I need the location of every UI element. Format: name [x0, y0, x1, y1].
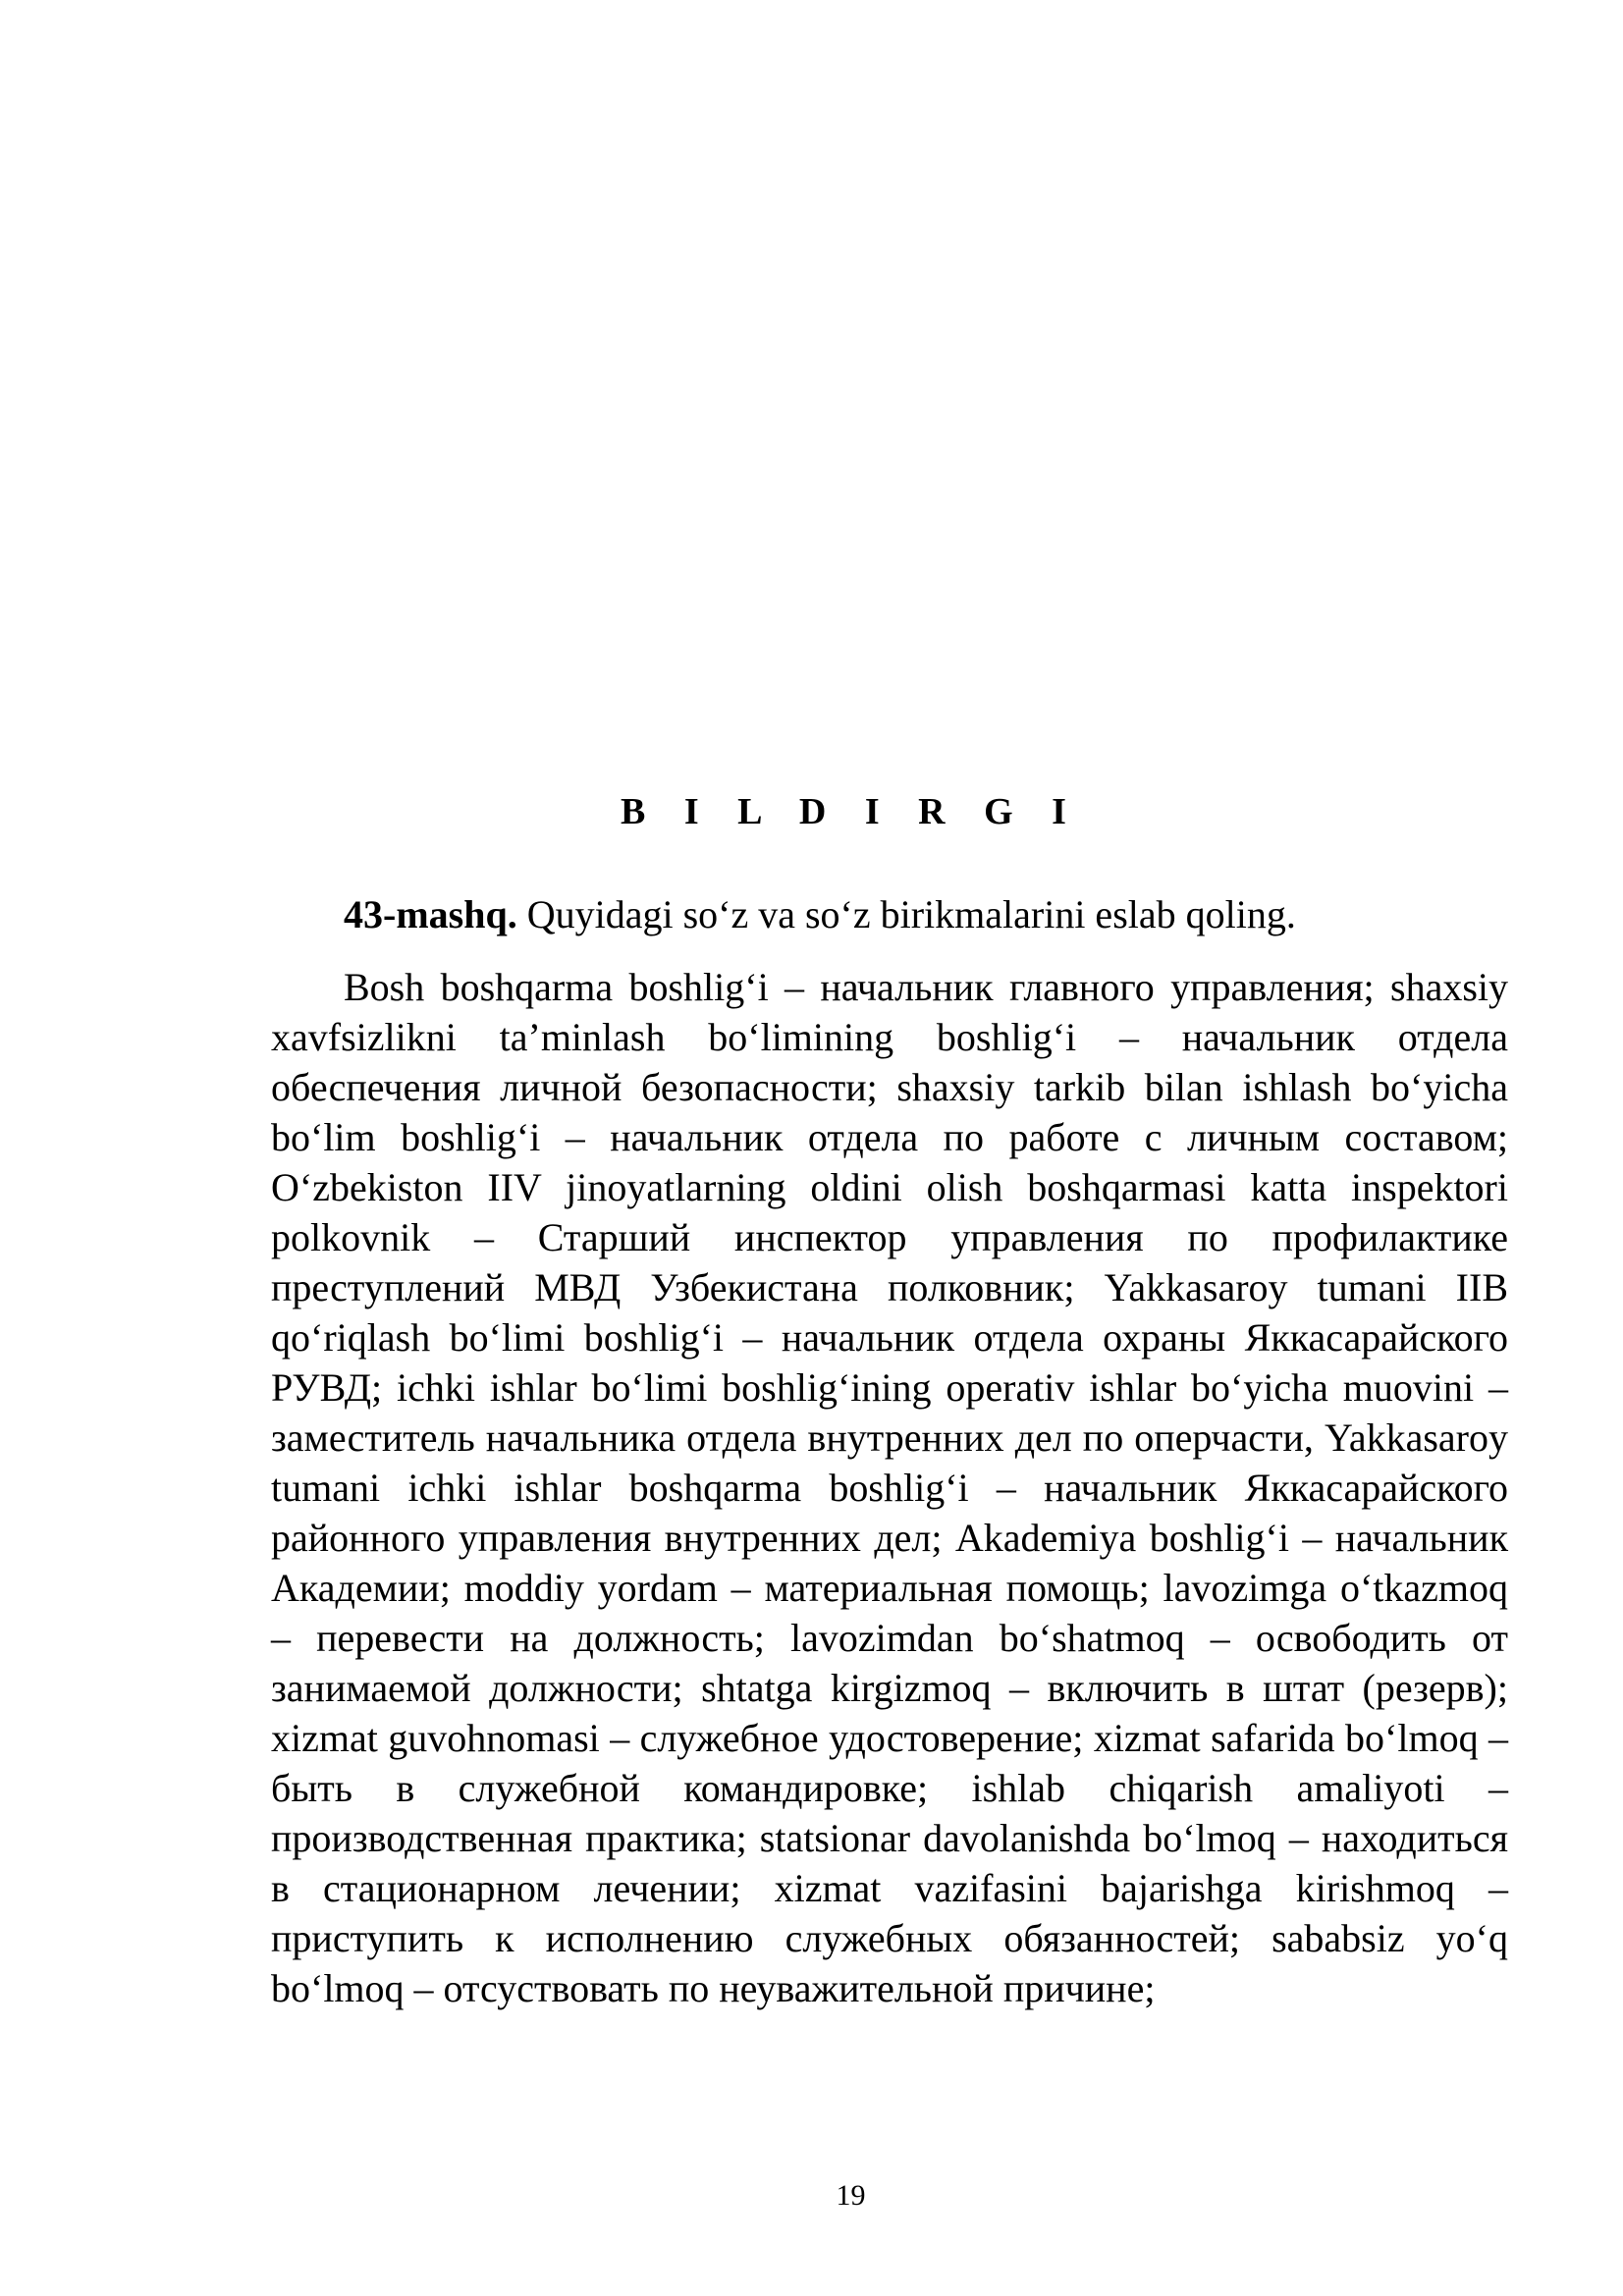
exercise-line	[344, 891, 1296, 937]
exercise-number: 43-mashq.	[344, 892, 517, 936]
vocabulary-paragraph: Bosh boshqarma boshlig‘i – начальник главного управления; shaxsiy xavfsizlikni ta’minlash bo‘limining boshlig‘i – начальник отдела обеспечения личной безопасности; shaxsiy tarkib bilan ishlash bo‘yicha bo‘lim boshlig‘i – начальник отдела по работе с личным составом; O‘zbekiston IIV jinoyatlarning oldini olish boshqarmasi katta inspektori polkovnik – Старший инспектор управления по профилактике преступлений МВД Узбекистана полковник; Yakkasaroy tumani IIB qo‘riqlash bo‘limi boshlig‘i – начальник отдела охраны Яккасарайского РУВД; ichki ishlar bo‘limi boshlig‘ining operativ ishlar bo‘yicha muovini – заместитель начальника отдела внутренних дел по оперчасти, Yakkasaroy tumani ichki ishlar boshqarma boshlig‘i – начальник Яккасарайского районного управления внутренних дел; Akademiya boshlig‘i – начальник Академии; moddiy yordam – материальная помощь; lavozimga o‘tkazmoq – перевести на должность; lavozimdan bo‘shatmoq – освободить от занимаемой должности; shtatga kirgizmoq – включить в штат (резерв); xizmat guvohnomasi – служебное удостоверение; xizmat safarida bo‘lmoq – быть в служебной командировке; ishlab chiqarish amaliyoti – производственная практика; statsionar davolanishda bo‘lmoq – находиться в стационарном лечении; xizmat vazifasini bajarishga kirishmoq – приступить к исполнению служебных обязанностей; sababsiz yo‘q bo‘lmoq – отсуствовать по неуважительной причине;	[271, 965, 1508, 2010]
page-heading: B I L D I R G I	[621, 791, 1081, 832]
exercise-instruction: Quyidagi so‘z va so‘z birikmalarini eslab qoling.	[516, 892, 1296, 936]
page-number: 19	[836, 2179, 866, 2212]
